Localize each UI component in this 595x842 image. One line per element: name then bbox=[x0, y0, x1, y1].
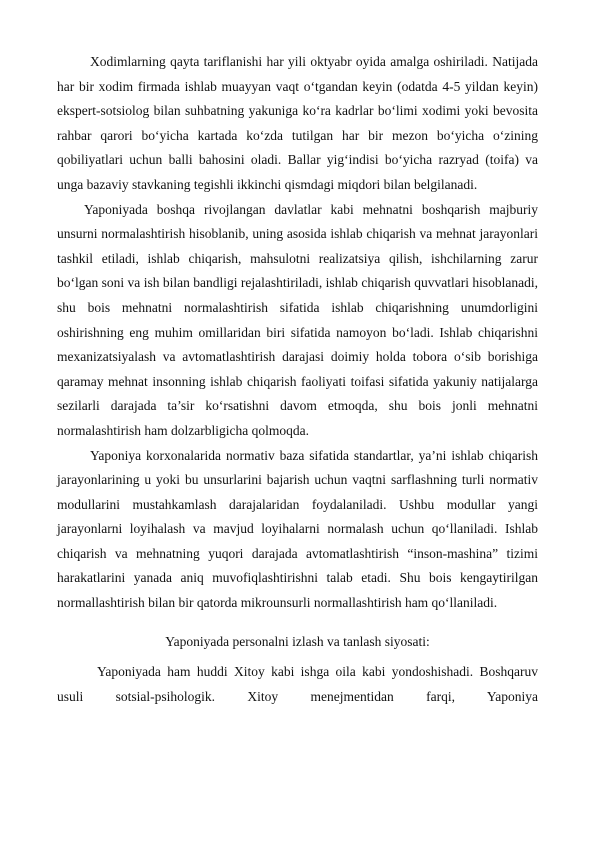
paragraph-retariffing: Xodimlarning qayta tariflanishi har yili oktyabr oyida amalga oshiriladi. Natijada har bir xodim firmada ishlab muayyan vaqt o‘tgandan keyin (odatda 4-5 yildan keyin) ekspert-sotsiolog bilan suhbatning yakuniga ko‘ra kadrlar bo‘limi xodimi yoki bevosita rahbar qarori bo‘yicha kartada ko‘zda tutilgan har bir mezon bo‘yicha o‘zining qobiliyatlari uchun balli bahosini oladi. Ballar yig‘indisi bo‘yicha razryad (toifa) va unga bazaviy stavkaning tegishli ikkinchi qismdagi miqdori bilan belgilanadi. bbox=[57, 54, 538, 192]
paragraph-normative-base: Yaponiya korxonalarida normativ baza sifatida standartlar, ya’ni ishlab chiqarish jarayonlarining u yoki bu unsurlarini bajarish uchun vaqtni sarflashning turli normativ modullarini mustahkamlash darajalaridan foydalaniladi. Ushbu modullar yangi jarayonlarni loyihalash va mavjud loyihalarni normalash uchun qo‘llaniladi. Ishlab chiqarish va mehnatning yuqori darajada avtomatlashtirish “inson-mashina” tizimi harakatlarini yanada aniq muvofiqlashtirishni talab etadi. Shu bois kengaytirilgan normallashtirish bilan bir qatorda mikrounsurli normallashtirish ham qo‘llaniladi. bbox=[57, 447, 538, 611]
paragraph-labor-normalization: Yaponiyada boshqa rivojlangan davlatlar kabi mehnatni boshqarish majburiy unsurni normalashtirish hisoblanib, uning asosida ishlab chiqarish va mehnat jarayonlari tashkil etiladi, ishlab chiqarish, mahsulotni realizatsiya qilish, ishchilarning zarur bo‘lgan soni va ish bilan bandligi rejalashtiriladi, ishlab chiqarish quvvatlari hisoblanadi, shu bois mehnatni normalashtirish sifatida ishlab chiqarishning unumdorligini oshirishning eng muhim omillaridan biri sifatida namoyon bo‘ladi. Ishlab chiqarishni mexanizatsiyalash va avtomatlashtirish darajasi doimiy holda tobora o‘sib borishiga qaramay mehnat insonning ishlab chiqarish faoliyati toifasi sifatida yakuniy natijalarga sezilarli darajada ta’sir ko‘rsatishni davom etmoqda, shu bois jonli mehnatni normalashtirish ham dolzarbligicha qolmoqda. bbox=[57, 201, 538, 438]
document-page bbox=[57, 50, 538, 709]
section-title: Yaponiyada personalni izlash va tanlash siyosati: bbox=[165, 633, 430, 649]
paragraph-personnel-policy: Yaponiyada ham huddi Xitoy kabi ishga oila kabi yondoshishadi. Boshqaruv usuli sotsial-psihologik. Xitoy menejmentidan farqi, Yaponiya bbox=[57, 664, 538, 704]
